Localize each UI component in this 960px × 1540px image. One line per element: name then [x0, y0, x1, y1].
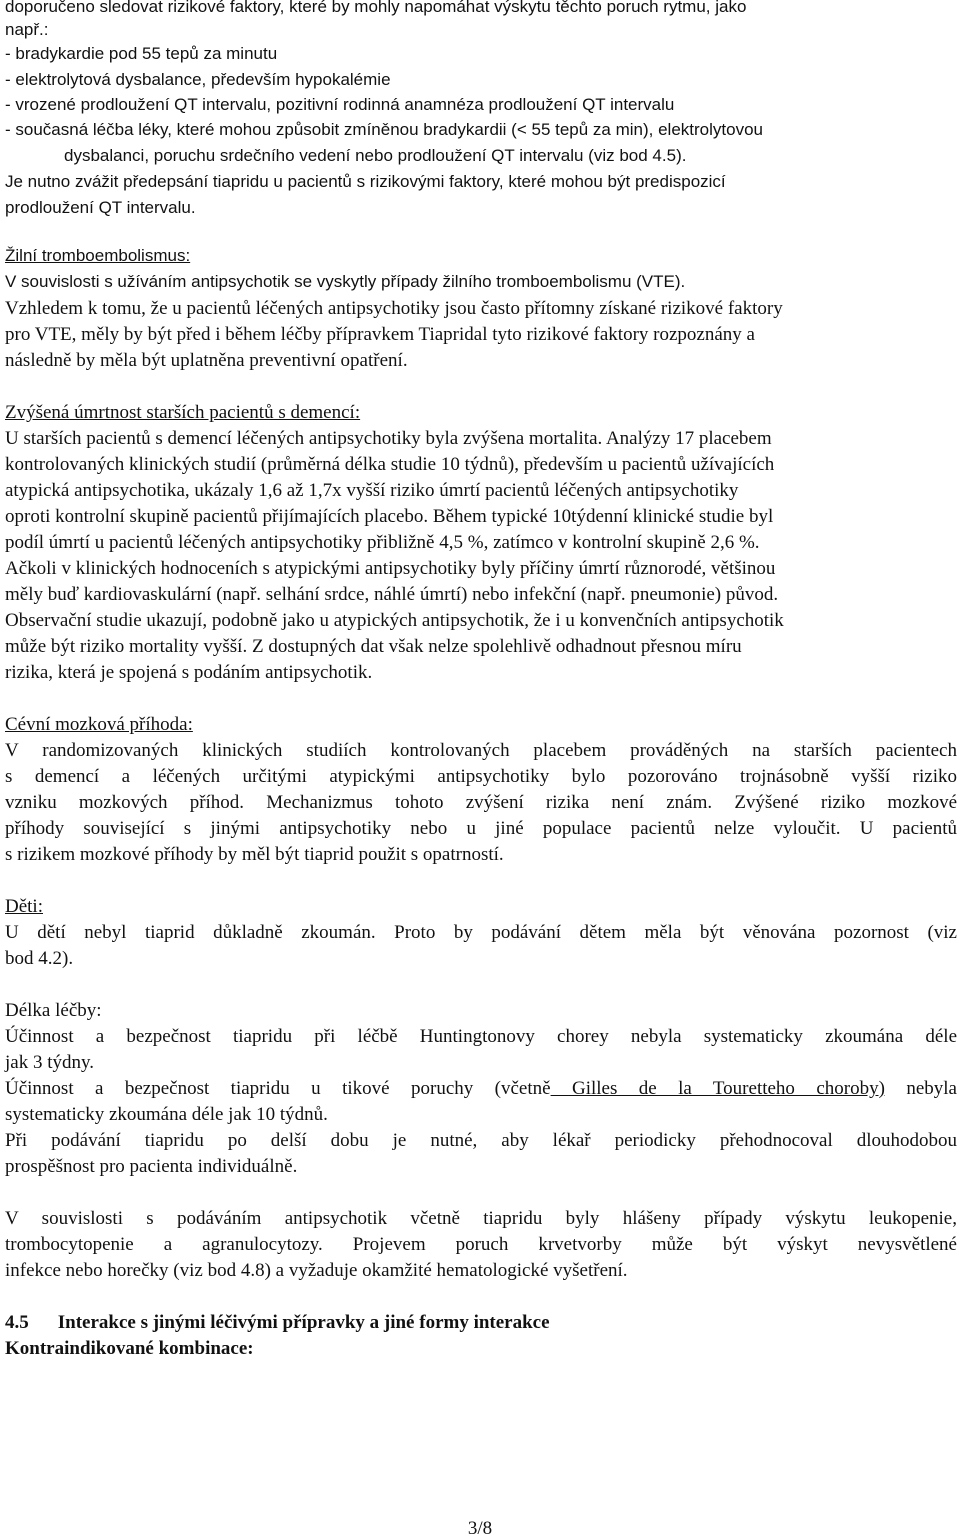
paragraph-line: pro VTE, měly by být před i během léčby přípravkem Tiapridal tyto rizikové faktory rozpoznány a [5, 324, 755, 345]
paragraph-line: prodloužení QT intervalu. [5, 198, 196, 217]
paragraph-line: Vzhledem k tomu, že u pacientů léčených antipsychotiky jsou často přítomny získané rizikové faktory [5, 298, 783, 319]
paragraph-line: V souvislosti s podáváním antipsychotik včetně tiapridu byly hlášeny případy výskytu leukopenie, [5, 1208, 957, 1229]
section-heading-duration: Délka léčby: [5, 1000, 102, 1021]
paragraph-line: prospěšnost pro pacienta individuálně. [5, 1156, 298, 1177]
paragraph-line: bod 4.2). [5, 948, 74, 969]
paragraph-line: s demencí a léčených určitými atypickými antipsychotiky bylo pozorováno trojnásobně vyšší riziko [5, 766, 957, 787]
text-run: Účinnost a bezpečnost tiapridu u tikové poruchy (včetně [5, 1078, 551, 1099]
paragraph-line: atypická antipsychotika, ukázaly 1,6 až 1,7x vyšší riziko úmrtí pacientů léčených antipsychotiky [5, 480, 739, 501]
paragraph-line: podíl úmrtí u pacientů léčených antipsychotiky přibližně 4,5 %, zatímco v kontrolní skupině 2,6 %. [5, 532, 760, 553]
paragraph-line: následně by měla být uplatněna preventivní opatření. [5, 350, 408, 371]
paragraph-line: Je nutno zvážit předepsání tiapridu u pacientů s rizikovými faktory, které mohou být predispozicí [5, 172, 726, 191]
paragraph-line: infekce nebo horečky (viz bod 4.8) a vyžaduje okamžité hematologické vyšetření. [5, 1260, 628, 1281]
section-heading-children: Děti: [5, 896, 43, 917]
paragraph-line: např.: [5, 20, 49, 39]
paragraph-line: U starších pacientů s demencí léčených antipsychotiky byla zvýšena mortalita. Analýzy 17 placebem [5, 428, 772, 449]
paragraph-line: může být riziko mortality vyšší. Z dostupných dat však nelze spolehlivě odhadnout přesnou míru [5, 636, 742, 657]
paragraph-line: Ačkoli v klinických hodnoceních s atypickými antipsychotiky byly příčiny úmrtí různorodé, většinou [5, 558, 776, 579]
paragraph-line: kontrolovaných klinických studií (průměrná délka studie 10 týdnů), především u pacientů užívajících [5, 454, 775, 475]
paragraph-line: příhody související s jinými antipsychotiky nebo u jiné populace pacientů nelze vyloučit. U pacientů [5, 818, 957, 839]
paragraph-line: doporučeno sledovat rizikové faktory, které by mohly napomáhat výskytu těchto poruch rytmu, jako [5, 0, 747, 16]
paragraph-line [5, 1078, 957, 1100]
paragraph-line: V souvislosti s užíváním antipsychotik se vyskytly případy žilního tromboembolismu (VTE). [5, 272, 686, 291]
paragraph-line: Účinnost a bezpečnost tiapridu při léčbě Huntingtonovy chorey nebyla systematicky zkoumána déle [5, 1026, 957, 1047]
section-heading-mortality: Zvýšená úmrtnost starších pacientů s demencí: [5, 402, 361, 423]
paragraph-line: Při podávání tiapridu po delší dobu je nutné, aby lékař periodicky přehodnocoval dlouhodobou [5, 1130, 957, 1151]
list-item: - současná léčba léky, které mohou způsobit zmíněnou bradykardii (< 55 tepů za min), elektrolytovou [5, 120, 763, 139]
paragraph-line: vzniku mozkových příhod. Mechanizmus tohoto zvýšení rizika není znám. Zvýšené riziko mozkové [5, 792, 957, 813]
subheading-contraindicated: Kontraindikované kombinace: [5, 1338, 254, 1359]
paragraph-line: systematicky zkoumána déle jak 10 týdnů. [5, 1104, 328, 1125]
underlined-term: Gilles de la Touretteho choroby) [550, 1078, 885, 1099]
list-item: - vrozené prodloužení QT intervalu, pozitivní rodinná anamnéza prodloužení QT intervalu [5, 95, 675, 114]
paragraph-line: rizika, která je spojená s podáním antipsychotik. [5, 662, 373, 683]
list-item: - elektrolytová dysbalance, především hypokalémie [5, 70, 391, 89]
paragraph-line: s rizikem mozkové příhody by měl být tiaprid použit s opatrností. [5, 844, 504, 865]
paragraph-line: U dětí nebyl tiaprid důkladně zkoumán. Proto by podávání dětem měla být věnována pozornost (viz [5, 922, 957, 943]
section-heading-stroke: Cévní mozková příhoda: [5, 714, 193, 735]
paragraph-line: Observační studie ukazují, podobně jako u atypických antipsychotik, že i u konvenčních antipsychotik [5, 610, 784, 631]
text-run: nebyla [884, 1078, 957, 1099]
paragraph-line: trombocytopenie a agranulocytozy. Projevem poruch krvetvorby může být výskyt nevysvětlené [5, 1234, 957, 1255]
section-number: 4.5 [5, 1312, 29, 1333]
paragraph-line: oproti kontrolní skupině pacientů přijímajících placebo. Během typické 10týdenní klinické studie byl [5, 506, 774, 527]
paragraph-line: měly buď kardiovaskulární (např. selhání srdce, náhlé úmrtí) nebo infekční (např. pneumonie) původ. [5, 584, 779, 605]
paragraph-line: V randomizovaných klinických studiích kontrolovaných placebem prováděných na starších pacientech [5, 740, 957, 761]
section-heading-vte: Žilní tromboembolismus: [5, 246, 191, 265]
list-item: - bradykardie pod 55 tepů za minutu [5, 44, 278, 63]
section-heading-interactions [5, 1312, 550, 1334]
paragraph-line: jak 3 týdny. [5, 1052, 95, 1073]
list-item-continuation: dysbalanci, poruchu srdečního vedení nebo prodloužení QT intervalu (viz bod 4.5). [64, 146, 687, 165]
page-number: 3/8 [467, 1518, 493, 1539]
section-title: Interakce s jinými léčivými přípravky a jiné formy interakce [57, 1312, 550, 1333]
